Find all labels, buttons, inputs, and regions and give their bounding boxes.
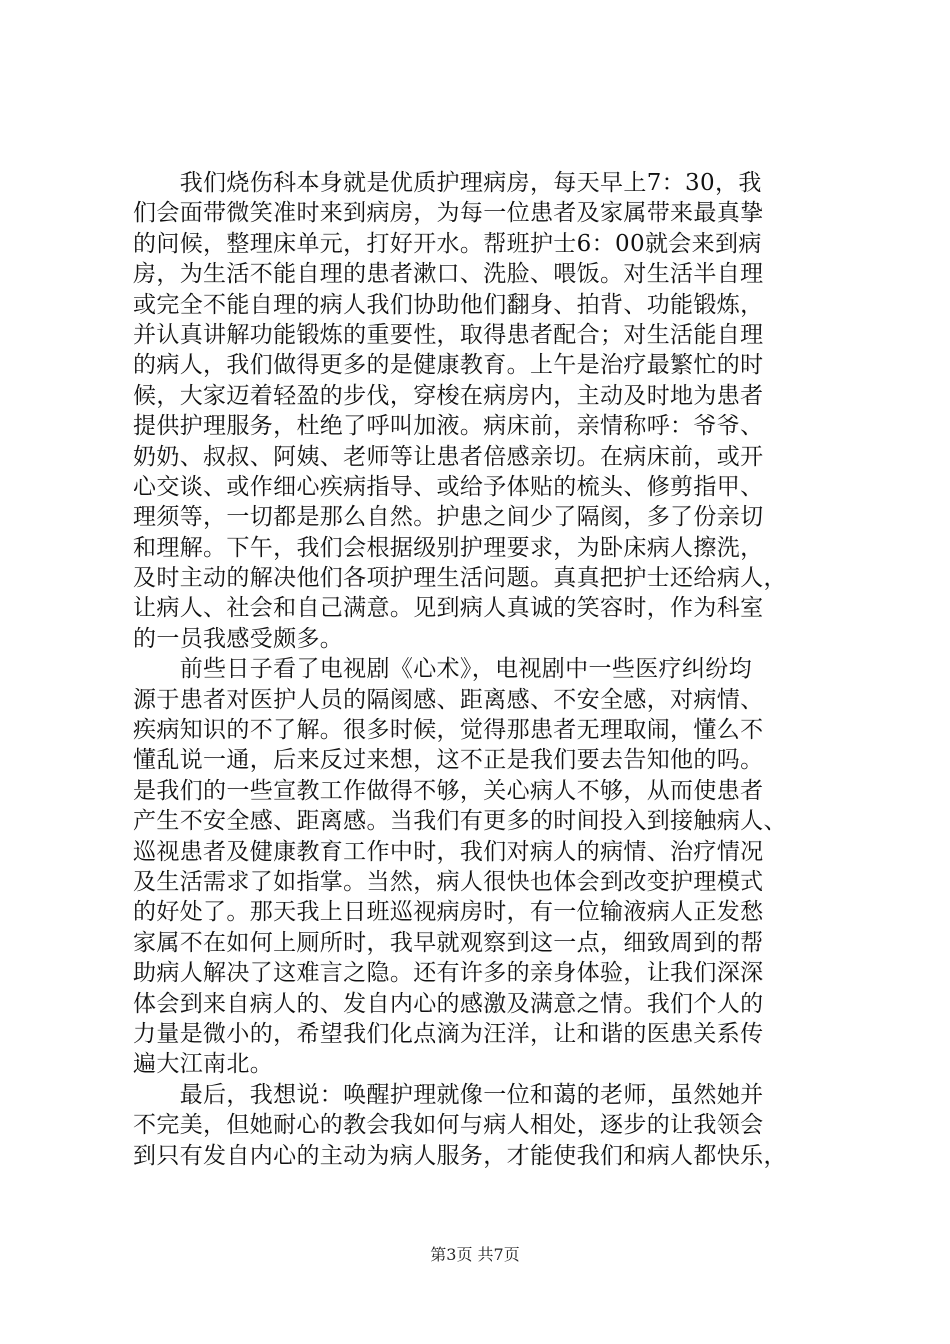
- text-line: 最后，我想说：唤醒护理就像一位和蔼的老师，虽然她并: [133, 1081, 764, 1108]
- text-line: 巡视患者及健康教育工作中时，我们对病人的病情、治疗情况: [133, 838, 764, 865]
- text-line: 让病人、社会和自己满意。见到病人真诚的笑容时，作为科室: [133, 595, 764, 622]
- text-line: 及时主动的解决他们各项护理生活问题。真真把护士还给病人，: [133, 565, 787, 592]
- text-line: 前些日子看了电视剧《心术》，电视剧中一些医疗纠纷均: [133, 656, 752, 683]
- text-line: 候，大家迈着轻盈的步伐，穿梭在病房内，主动及时地为患者: [133, 382, 764, 409]
- text-line: 产生不安全感、距离感。当我们有更多的时间投入到接触病人、: [133, 808, 787, 835]
- text-line: 的一员我感受颇多。: [133, 625, 344, 652]
- text-line: 懂乱说一通，后来反过来想，这不正是我们要去告知他的吗。: [133, 747, 764, 774]
- text-line: 疾病知识的不了解。很多时候，觉得那患者无理取闹，懂么不: [133, 717, 764, 744]
- text-line: 助病人解决了这难言之隐。还有许多的亲身体验，让我们深深: [133, 960, 764, 987]
- text-line: 到只有发自内心的主动为病人服务，才能使我们和病人都快乐，: [133, 1142, 787, 1169]
- text-line: 的问候，整理床单元，打好开水。帮班护士6：00就会来到病: [133, 230, 762, 257]
- text-line: 的病人，我们做得更多的是健康教育。上午是治疗最繁忙的时: [133, 352, 764, 379]
- text-line: 理须等，一切都是那么自然。护患之间少了隔阂，多了份亲切: [133, 504, 764, 531]
- text-line: 提供护理服务，杜绝了呼叫加液。病床前，亲情称呼：爷爷、: [133, 413, 764, 440]
- text-line: 的好处了。那天我上日班巡视病房时，有一位输液病人正发愁: [133, 899, 764, 926]
- text-line: 房，为生活不能自理的患者漱口、洗脸、喂饭。对生活半自理: [133, 261, 764, 288]
- text-line: 源于患者对医护人员的隔阂感、距离感、不安全感，对病情、: [133, 686, 764, 713]
- text-line: 并认真讲解功能锻炼的重要性，取得患者配合；对生活能自理: [133, 321, 764, 348]
- text-line: 力量是微小的，希望我们化点滴为汪洋，让和谐的医患关系传: [133, 1020, 764, 1047]
- text-line: 我们烧伤科本身就是优质护理病房，每天早上7：30，我: [133, 170, 762, 196]
- text-line: 奶奶、叔叔、阿姨、老师等让患者倍感亲切。在病床前，或开: [133, 443, 764, 470]
- text-line: 们会面带微笑准时来到病房，为每一位患者及家属带来最真挚: [133, 200, 764, 227]
- body-text: [133, 168, 833, 1171]
- text-line: 心交谈、或作细心疾病指导、或给予体贴的梳头、修剪指甲、: [133, 473, 764, 500]
- text-line: 和理解。下午，我们会根据级别护理要求，为卧床病人擦洗，: [133, 534, 764, 561]
- text-line: 家属不在如何上厕所时，我早就观察到这一点，细致周到的帮: [133, 929, 764, 956]
- text-line: 遍大江南北。: [133, 1051, 274, 1078]
- page-number-footer: 第3页 共7页: [430, 1245, 520, 1264]
- text-line: 不完美，但她耐心的教会我如何与病人相处，逐步的让我领会: [133, 1112, 764, 1139]
- text-line: 是我们的一些宣教工作做得不够，关心病人不够，从而使患者: [133, 777, 764, 804]
- text-line: 或完全不能自理的病人我们协助他们翻身、拍背、功能锻炼，: [133, 291, 764, 318]
- text-line: 及生活需求了如指掌。当然，病人很快也体会到改变护理模式: [133, 868, 764, 895]
- text-line: 体会到来自病人的、发自内心的感激及满意之情。我们个人的: [133, 990, 764, 1017]
